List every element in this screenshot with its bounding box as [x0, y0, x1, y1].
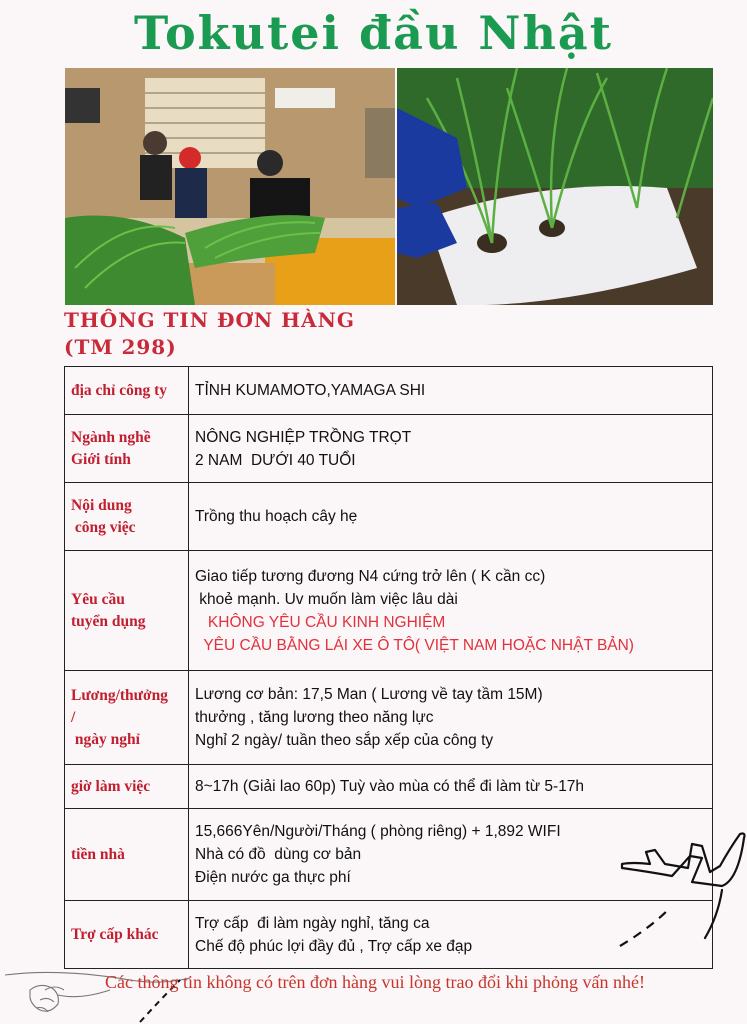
- table-row: [65, 901, 713, 969]
- row-label-line: ngày nghỉ: [71, 730, 140, 748]
- row-value: [189, 671, 713, 765]
- row-value-line: Giao tiếp tương đương N4 cứng trở lên ( K cần cc): [195, 567, 546, 585]
- row-label-line: Yêu cầu: [71, 590, 125, 608]
- row-value-line: 15,666Yên/Người/Tháng ( phòng riêng) + 1,892 WIFI: [195, 823, 561, 840]
- row-label-line: Ngành nghề: [71, 428, 151, 446]
- row-label: [65, 809, 189, 901]
- row-value-line: Nghỉ 2 ngày/ tuần theo sắp xếp của công ty: [195, 732, 494, 749]
- row-value-line: TỈNH KUMAMOTO,YAMAGA SHI: [195, 382, 426, 399]
- row-label-line: tuyển dụng: [71, 612, 146, 630]
- row-value: [189, 551, 713, 671]
- table-row: [65, 765, 713, 809]
- row-value: [189, 367, 713, 415]
- row-label-line: công việc: [71, 518, 136, 536]
- row-label-line: địa chỉ công ty: [71, 381, 168, 399]
- row-value-line: Điện nước ga thực phí: [195, 869, 351, 886]
- row-value-line: Chế độ phúc lợi đầy đủ , Trợ cấp xe đạp: [195, 937, 473, 955]
- row-value: [189, 483, 713, 551]
- heading-line-1: THÔNG TIN ĐƠN HÀNG: [64, 308, 355, 332]
- chive-field-photo: [397, 68, 713, 305]
- row-value: [189, 809, 713, 901]
- row-value-line: Nhà có đồ dùng cơ bản: [195, 846, 362, 863]
- row-label: [65, 551, 189, 671]
- row-label: [65, 415, 189, 483]
- row-value: [189, 901, 713, 969]
- table-row: [65, 483, 713, 551]
- heading-order-code: (TM 298): [64, 335, 177, 359]
- footer-note: Các thông tin không có trên đơn hàng vui lòng trao đổi khi phỏng vấn nhé!: [105, 972, 645, 992]
- row-value-line: 8~17h (Giải lao 60p) Tuỳ vào mùa có thể đi làm từ 5-17h: [195, 778, 585, 795]
- row-value-line: thưởng , tăng lương theo năng lực: [195, 709, 434, 726]
- row-label: [65, 765, 189, 809]
- row-value-line: NÔNG NGHIỆP TRỒNG TRỌT: [195, 428, 412, 446]
- row-label-line: Trợ cấp khác: [71, 925, 159, 943]
- order-info-heading: [64, 307, 355, 361]
- page-title: Tokutei đầu Nhật: [134, 6, 613, 60]
- row-label-line: Nội dung: [71, 496, 132, 514]
- table-row: [65, 671, 713, 765]
- row-label: [65, 671, 189, 765]
- table-row: [65, 415, 713, 483]
- row-value-line: Lương cơ bản: 17,5 Man ( Lương về tay tầm 15M): [195, 686, 543, 703]
- row-value: [189, 415, 713, 483]
- row-value: [189, 765, 713, 809]
- row-label: [65, 901, 189, 969]
- highlight-requirement: KHÔNG YÊU CẦU KINH NGHIỆM: [195, 613, 446, 631]
- row-label-line: Lương/thưởng: [71, 686, 168, 704]
- row-label-line: /: [71, 708, 76, 726]
- table-row: [65, 809, 713, 901]
- workers-sorting-chives-photo: [65, 68, 395, 305]
- row-label: [65, 367, 189, 415]
- row-value-line: Trồng thu hoạch cây hẹ: [195, 508, 358, 525]
- row-label-line: giờ làm việc: [71, 777, 151, 795]
- highlight-requirement: YÊU CẦU BẰNG LÁI XE Ô TÔ( VIỆT NAM HOẶC NHẬT BẢN): [195, 636, 634, 654]
- row-label-line: Giới tính: [71, 450, 131, 468]
- row-value-line: Trợ cấp đi làm ngày nghỉ, tăng ca: [195, 914, 430, 932]
- row-value-line: khoẻ mạnh. Uv muốn làm việc lâu dài: [195, 590, 458, 608]
- row-label-line: tiền nhà: [71, 845, 125, 863]
- table-row: [65, 551, 713, 671]
- row-value-line: 2 NAM DƯỚI 40 TUỔI: [195, 451, 356, 469]
- order-info-table: [64, 366, 713, 969]
- table-row: [65, 367, 713, 415]
- row-label: [65, 483, 189, 551]
